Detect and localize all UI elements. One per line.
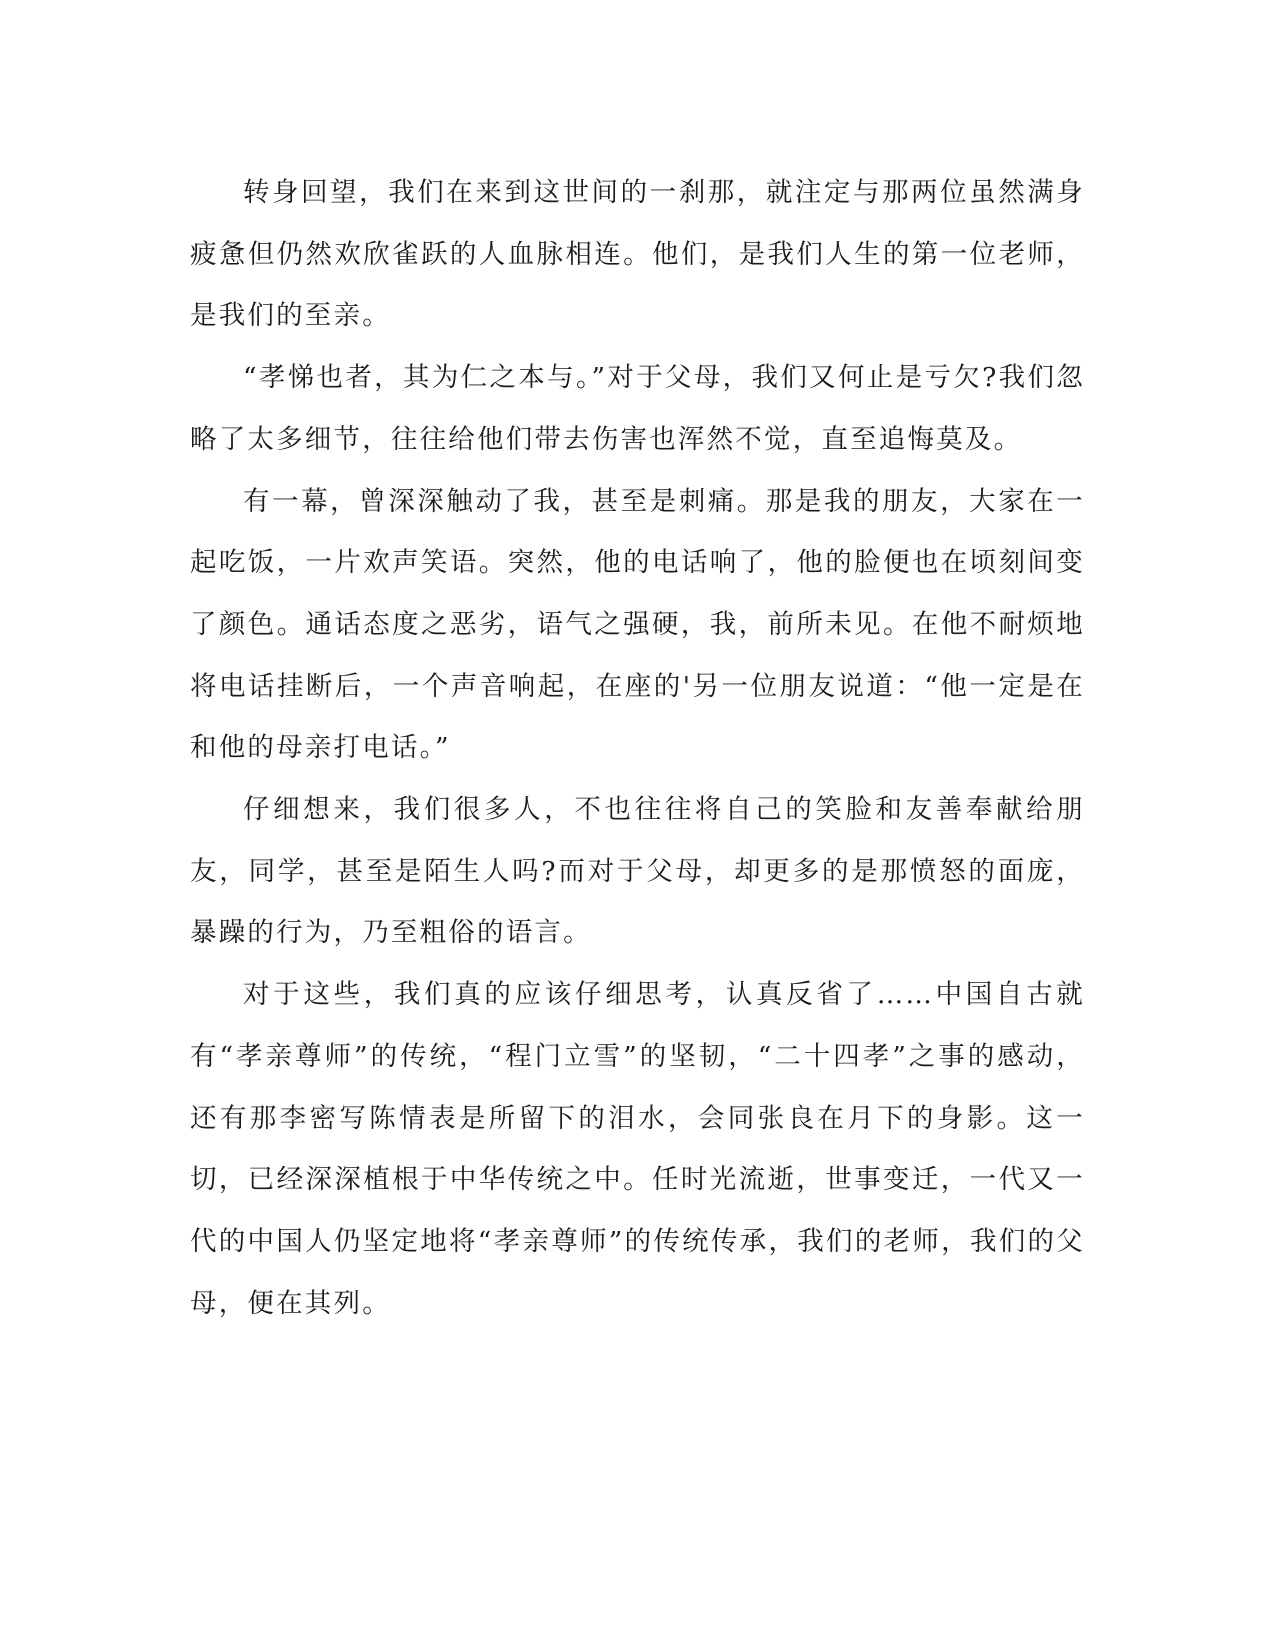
paragraph-2: “孝悌也者，其为仁之本与。”对于父母，我们又何止是亏欠?我们忽略了太多细节，往往给他们带去伤害也浑然不觉，直至追悔莫及。 [190,362,1085,455]
paragraph-1: 转身回望，我们在来到这世间的一刹那，就注定与那两位虽然满身疲惫但仍然欢欣雀跃的人血脉相连。他们，是我们人生的第一位老师，是我们的至亲。 [190,177,1085,332]
paragraph-3: 有一幕，曾深深触动了我，甚至是刺痛。那是我的朋友，大家在一起吃饭，一片欢声笑语。突然，他的电话响了，他的脸便也在顷刻间变了颜色。通话态度之恶劣，语气之强硬，我，前所未见。在他不耐烦地将电话挂断后，一个声音响起，在座的'另一位朋友说道：“他一定是在和他的母亲打电话。” [190,485,1085,764]
paragraph-4: 仔细想来，我们很多人，不也往往将自己的笑脸和友善奉献给朋友，同学，甚至是陌生人吗?而对于父母，却更多的是那愤怒的面庞，暴躁的行为，乃至粗俗的语言。 [190,794,1085,949]
document-body [190,162,1085,1334]
paragraph-5: 对于这些，我们真的应该仔细思考，认真反省了……中国自古就有“孝亲尊师”的传统，“程门立雪”的坚韧，“二十四孝”之事的感动，还有那李密写陈情表是所留下的泪水，会同张良在月下的身影。这一切，已经深深植根于中华传统之中。任时光流逝，世事变迁，一代又一代的中国人仍坚定地将“孝亲尊师”的传统传承，我们的老师，我们的父母，便在其列。 [190,979,1085,1319]
